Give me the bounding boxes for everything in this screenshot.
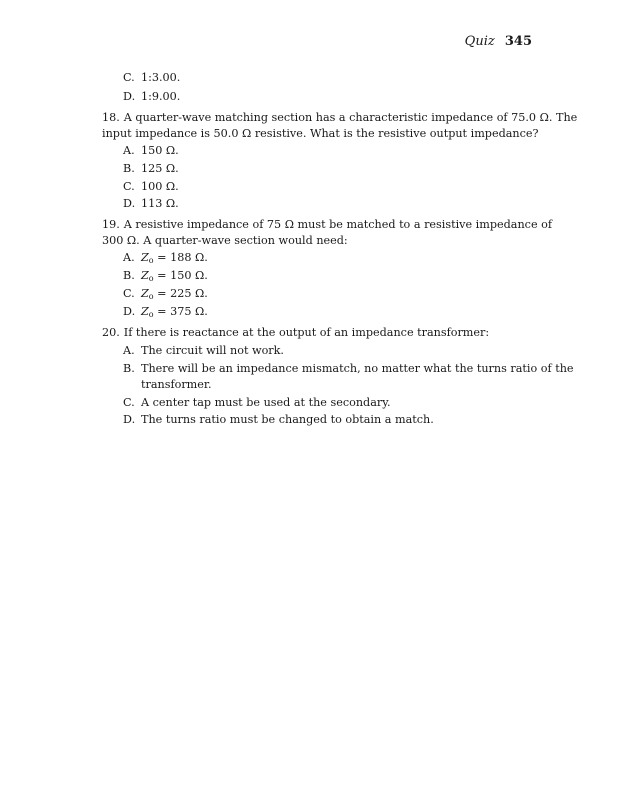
impedance-symbol: Z (141, 269, 149, 282)
option-letter: C. (123, 71, 135, 84)
option-text: A center tap must be used at the secondary. (141, 396, 391, 409)
q19-option-c (123, 286, 208, 302)
option-letter: C. (123, 287, 135, 300)
impedance-symbol: Z (141, 305, 149, 318)
option-text: 1:3.00. (141, 71, 181, 84)
option-letter: C. (123, 396, 135, 409)
option-text: = 375 Ω. (153, 305, 208, 318)
option-letter: B. (123, 269, 135, 282)
q19-option-d (123, 304, 208, 320)
impedance-subscript: o (148, 274, 154, 283)
question-19 (102, 217, 552, 233)
q18-option-a (123, 143, 179, 159)
option-text: = 188 Ω. (153, 251, 208, 264)
q20-option-c (123, 395, 391, 411)
option-text: 1:9.00. (141, 90, 181, 103)
option-letter: D. (123, 305, 136, 318)
option-text: 150 Ω. (141, 144, 179, 157)
impedance-symbol: Z (141, 251, 149, 264)
option-text: = 150 Ω. (153, 269, 208, 282)
impedance-subscript: o (148, 292, 154, 301)
impedance-subscript: o (148, 310, 154, 319)
impedance-subscript: o (148, 256, 154, 265)
option-letter: C. (123, 180, 135, 193)
option-text: 125 Ω. (141, 162, 179, 175)
option-letter: D. (123, 413, 136, 426)
option-text: 113 Ω. (141, 197, 179, 210)
option-letter: B. (123, 362, 135, 375)
question-text: A resistive impedance of 75 Ω must be matched to a resistive impedance of (123, 218, 553, 231)
question-text: input impedance is 50.0 Ω resistive. What is the resistive output impedance? (102, 127, 539, 140)
question-number: 18. (102, 111, 120, 124)
option-d (123, 89, 180, 105)
q19-option-a (123, 250, 208, 266)
q19-option-b (123, 268, 208, 284)
question-text: If there is reactance at the output of an impedance transformer: (123, 326, 490, 339)
question-number: 20. (102, 326, 120, 339)
chapter-title: Quiz (464, 34, 495, 49)
option-text: = 225 Ω. (153, 287, 208, 300)
option-letter: A. (123, 251, 135, 264)
option-text: The circuit will not work. (141, 344, 284, 357)
option-letter: A. (123, 144, 135, 157)
question-number: 19. (102, 218, 120, 231)
question-text: 300 Ω. A quarter-wave section would need: (102, 234, 348, 247)
option-text: 100 Ω. (141, 180, 179, 193)
q20-option-d (123, 412, 434, 428)
q20-option-b-line2 (141, 377, 212, 393)
q18-option-d (123, 196, 179, 212)
option-letter: B. (123, 162, 135, 175)
option-letter: A. (123, 344, 135, 357)
option-letter: D. (123, 197, 136, 210)
question-20 (102, 325, 489, 341)
q18-option-c (123, 179, 179, 195)
page-number: 345 (504, 34, 532, 49)
impedance-symbol: Z (141, 287, 149, 300)
question-18 (102, 110, 577, 126)
option-letter: D. (123, 90, 136, 103)
question-text: A quarter-wave matching section has a characteristic impedance of 75.0 Ω. The (123, 111, 578, 124)
option-text: The turns ratio must be changed to obtain a match. (141, 413, 434, 426)
running-header (465, 34, 532, 50)
option-text: transformer. (141, 378, 212, 391)
option-c (123, 70, 180, 86)
question-19-line2 (102, 233, 348, 249)
question-18-line2 (102, 126, 539, 142)
option-text: There will be an impedance mismatch, no matter what the turns ratio of the (141, 362, 574, 375)
q20-option-b (123, 361, 574, 377)
q20-option-a (123, 343, 284, 359)
q18-option-b (123, 161, 179, 177)
